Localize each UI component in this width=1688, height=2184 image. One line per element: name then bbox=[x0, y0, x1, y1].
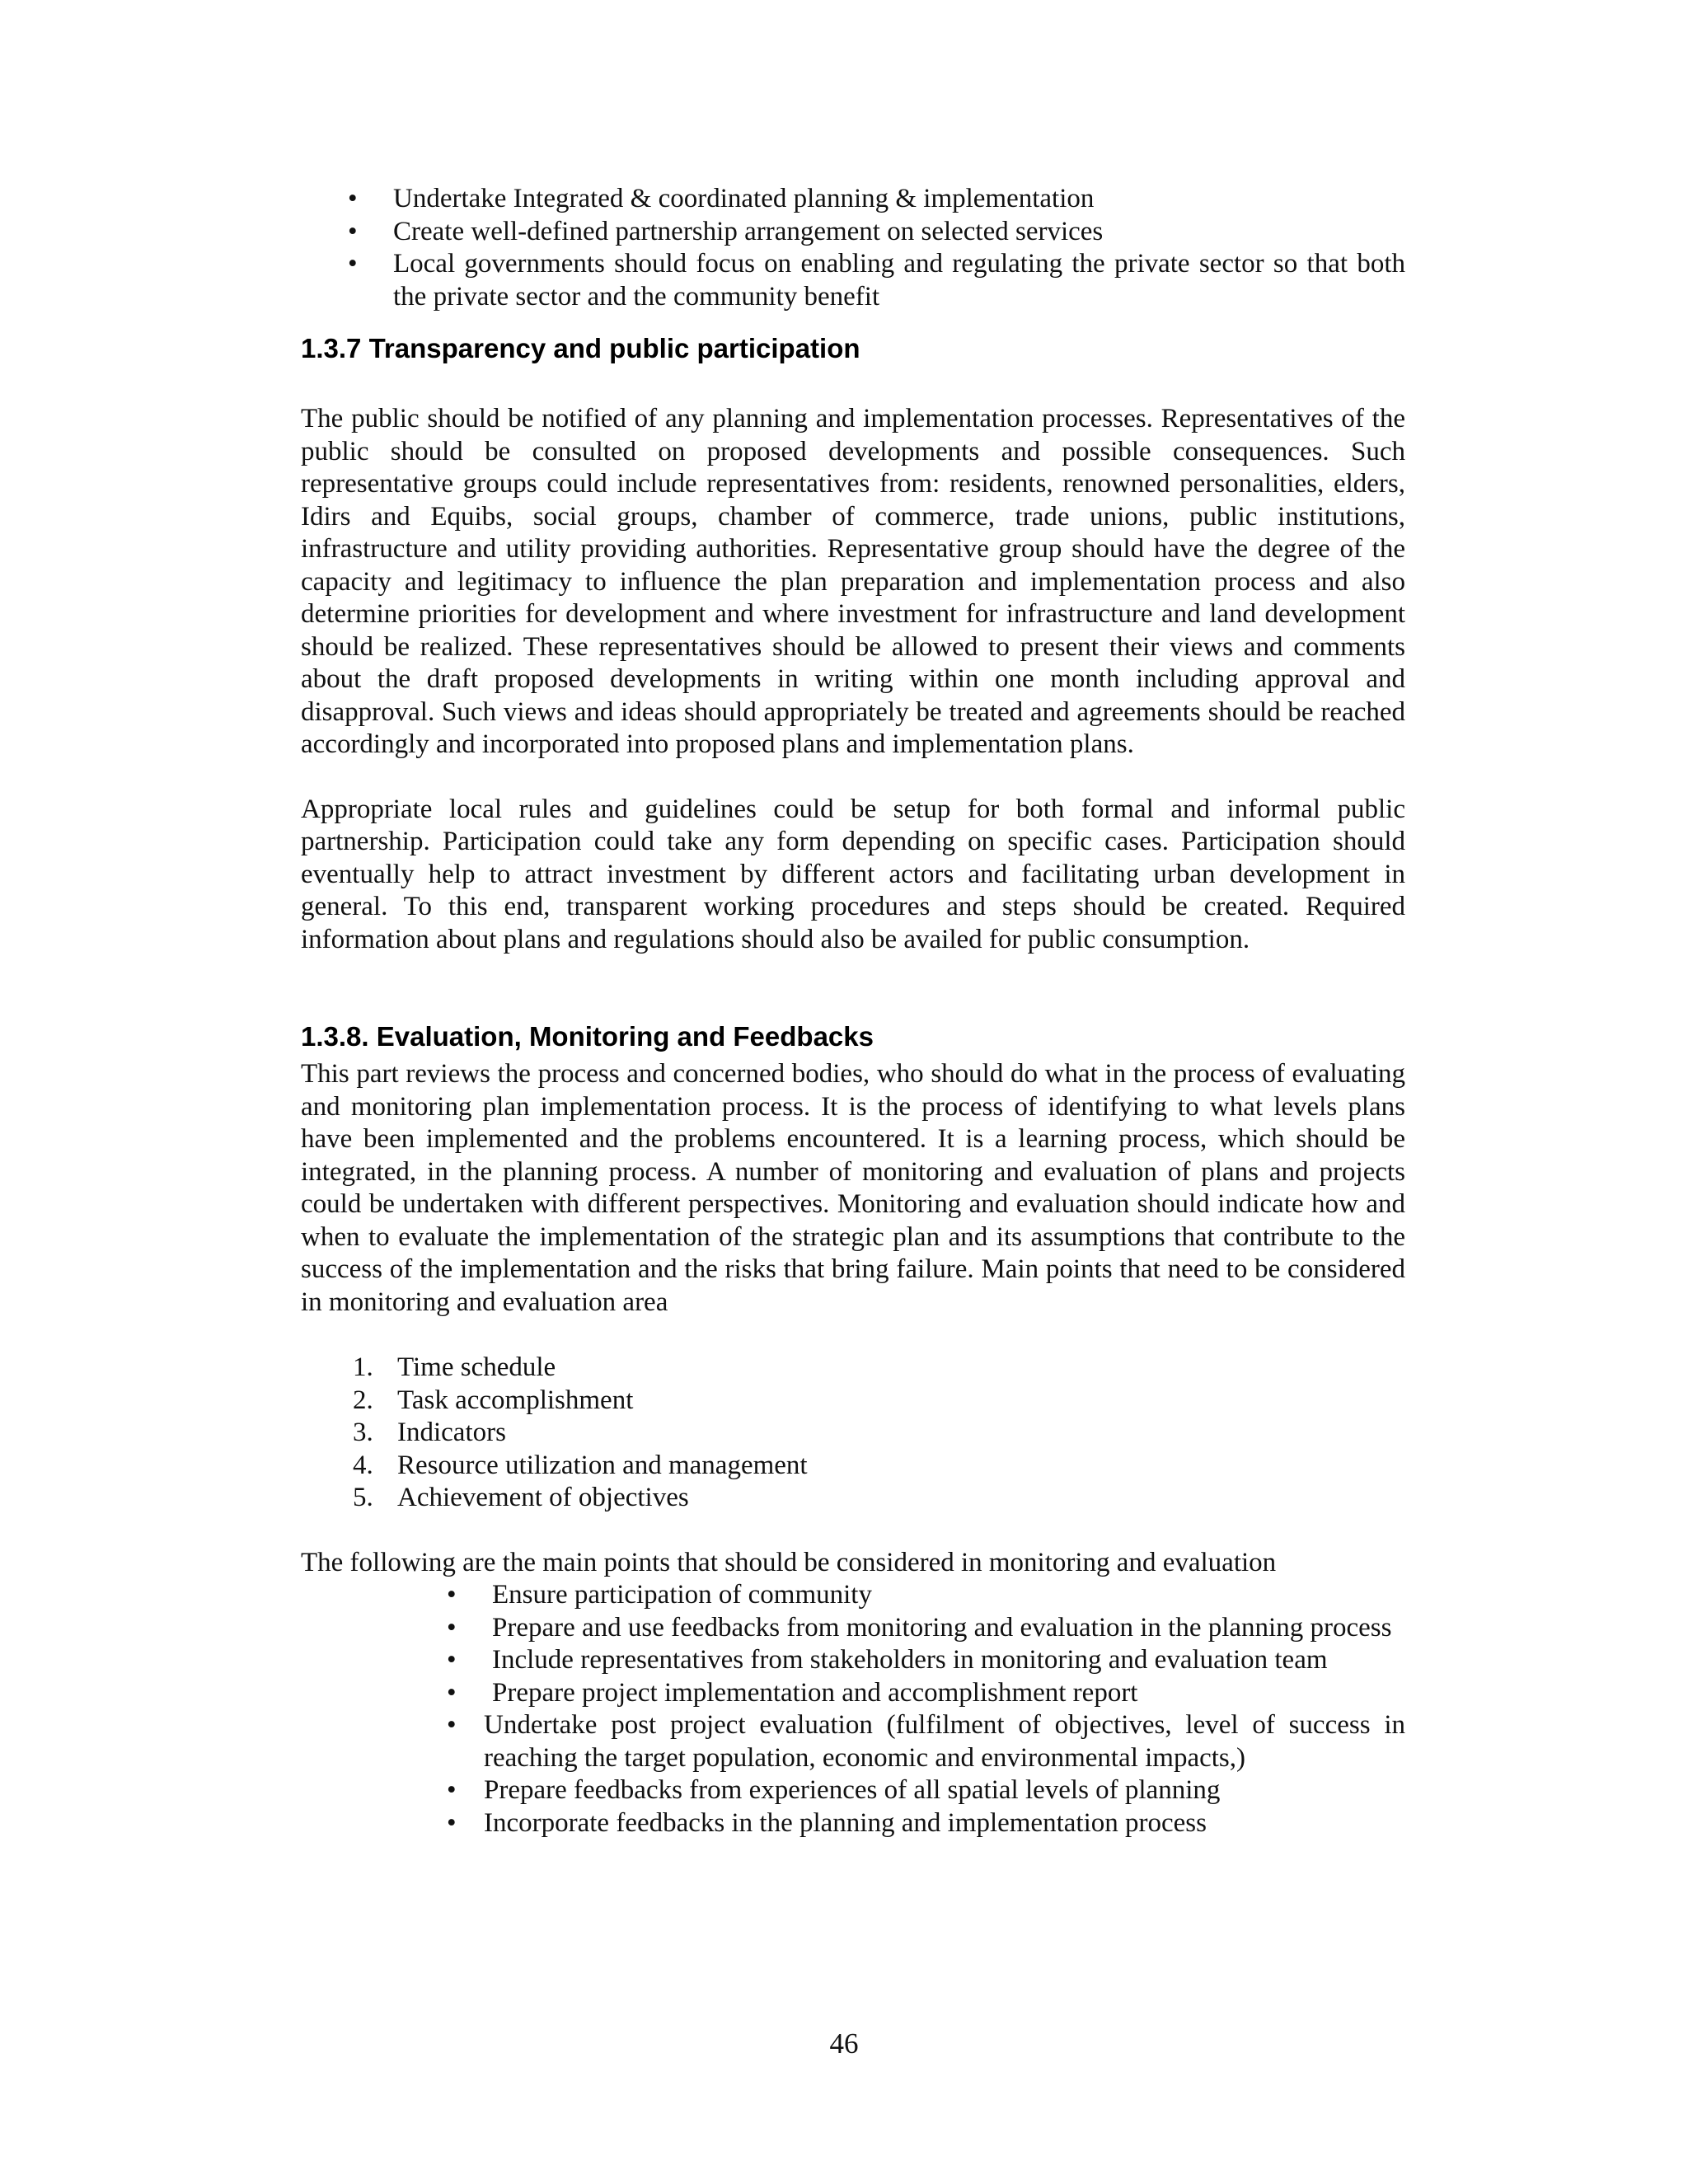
bullet-icon: • bbox=[447, 1775, 457, 1805]
list-item bbox=[447, 1774, 1405, 1807]
list-number: 5. bbox=[353, 1483, 373, 1512]
monitoring-points-numbered-list bbox=[353, 1352, 1405, 1515]
monitoring-bullet-list bbox=[447, 1579, 1405, 1840]
page-number: 46 bbox=[829, 2027, 859, 2060]
bullet-text: Incorporate feedbacks in the planning and implementation process bbox=[484, 1807, 1207, 1838]
bullet-icon: • bbox=[348, 216, 358, 246]
bullet-text: Prepare and use feedbacks from monitoring and evaluation in the planning process bbox=[492, 1612, 1392, 1643]
bullet-text: Create well-defined partnership arrangement on selected services bbox=[393, 216, 1104, 246]
paragraph-evaluation-monitoring: This part reviews the process and concerned bodies, who should do what in the process of evaluating and monitoring plan implementation process. It is the process of identifying to what levels plans have been implemented and the problems encountered. It is a learning process, which should be integrated, in the planning process. A number of monitoring and evaluation of plans and projects could be undertaken with different perspectives. Monitoring and evaluation should indicate how and when to evaluate the implementation of the strategic plan and its assumptions that contribute to the success of the implementation and the risks that bring failure. Main points that need to be considered in monitoring and evaluation area bbox=[301, 1059, 1405, 1317]
list-text: Resource utilization and management bbox=[397, 1450, 808, 1480]
list-item bbox=[353, 1385, 1405, 1418]
list-text: Task accomplishment bbox=[397, 1385, 634, 1415]
list-number: 1. bbox=[353, 1352, 373, 1382]
list-number: 4. bbox=[353, 1450, 373, 1480]
bullet-icon: • bbox=[447, 1710, 457, 1740]
section-heading-1-3-7: 1.3.7 Transparency and public participation bbox=[301, 333, 860, 363]
list-item bbox=[348, 183, 1405, 216]
bullet-text: Local governments should focus on enabling and regulating the private sector so that both the private sector and the community benefit bbox=[393, 249, 1405, 312]
bullet-icon: • bbox=[447, 1612, 457, 1643]
bullet-icon: • bbox=[348, 249, 358, 279]
list-item bbox=[447, 1612, 1405, 1645]
list-item bbox=[353, 1450, 1405, 1483]
paragraph-public-notification: The public should be notified of any planning and implementation processes. Representatives of the public should be consulted on proposed developments and possible consequences. Such representative groups could include representatives from: residents, renowned personalities, elders, Idirs and Equibs, social groups, chamber of commerce, trade unions, public institutions, infrastructure and utility providing authorities. Representative group should have the degree of the capacity and legitimacy to influence the plan preparation and implementation process and also determine priorities for development and where investment for infrastructure and land development should be realized. These representatives should be allowed to present their views and comments about the draft proposed developments in writing within one month including approval and disapproval. Such views and ideas should appropriately be treated and agreements should be reached accordingly and incorporated into proposed plans and implementation plans. bbox=[301, 404, 1405, 759]
section-heading-1-3-8: 1.3.8. Evaluation, Monitoring and Feedbacks bbox=[301, 1021, 874, 1052]
bullet-icon: • bbox=[348, 184, 358, 213]
bullet-text: Ensure participation of community bbox=[492, 1580, 872, 1610]
bullet-text: Undertake Integrated & coordinated planning & implementation bbox=[393, 184, 1095, 213]
list-item bbox=[353, 1417, 1405, 1450]
list-text: Indicators bbox=[397, 1418, 506, 1447]
bullet-text: Include representatives from stakeholders in monitoring and evaluation team bbox=[492, 1645, 1328, 1675]
bullet-icon: • bbox=[447, 1580, 457, 1610]
list-number: 3. bbox=[353, 1418, 373, 1447]
list-item bbox=[447, 1709, 1405, 1774]
bullet-icon: • bbox=[447, 1807, 457, 1838]
list-item bbox=[348, 216, 1405, 249]
paragraph-main-points-lead-in: The following are the main points that should be considered in monitoring and evaluation bbox=[301, 1547, 1277, 1577]
document-page bbox=[301, 183, 1405, 1840]
list-item bbox=[353, 1482, 1405, 1515]
list-text: Time schedule bbox=[397, 1352, 556, 1382]
list-item bbox=[447, 1677, 1405, 1710]
list-item bbox=[348, 248, 1405, 313]
bullet-icon: • bbox=[447, 1677, 457, 1708]
bullet-text: Prepare feedbacks from experiences of all spatial levels of planning bbox=[484, 1775, 1221, 1805]
bullet-text: Prepare project implementation and accomplishment report bbox=[492, 1677, 1138, 1708]
list-number: 2. bbox=[353, 1385, 373, 1415]
list-item bbox=[447, 1644, 1405, 1677]
bullet-text: Undertake post project evaluation (fulfilment of objectives, level of success in reaching the target population, economic and environmental impacts,) bbox=[484, 1710, 1405, 1773]
list-item bbox=[447, 1807, 1405, 1840]
bullet-icon: • bbox=[447, 1645, 457, 1675]
list-item bbox=[353, 1352, 1405, 1385]
top-bullet-list bbox=[348, 183, 1405, 313]
list-item bbox=[447, 1579, 1405, 1612]
list-text: Achievement of objectives bbox=[397, 1483, 689, 1512]
paragraph-local-rules: Appropriate local rules and guidelines could be setup for both formal and informal public partnership. Participation could take any form depending on specific cases. Participation should eventually help to attract investment by different actors and facilitating urban development in general. To this end, transparent working procedures and steps should be created. Required information about plans and regulations should also be availed for public consumption. bbox=[301, 794, 1405, 954]
